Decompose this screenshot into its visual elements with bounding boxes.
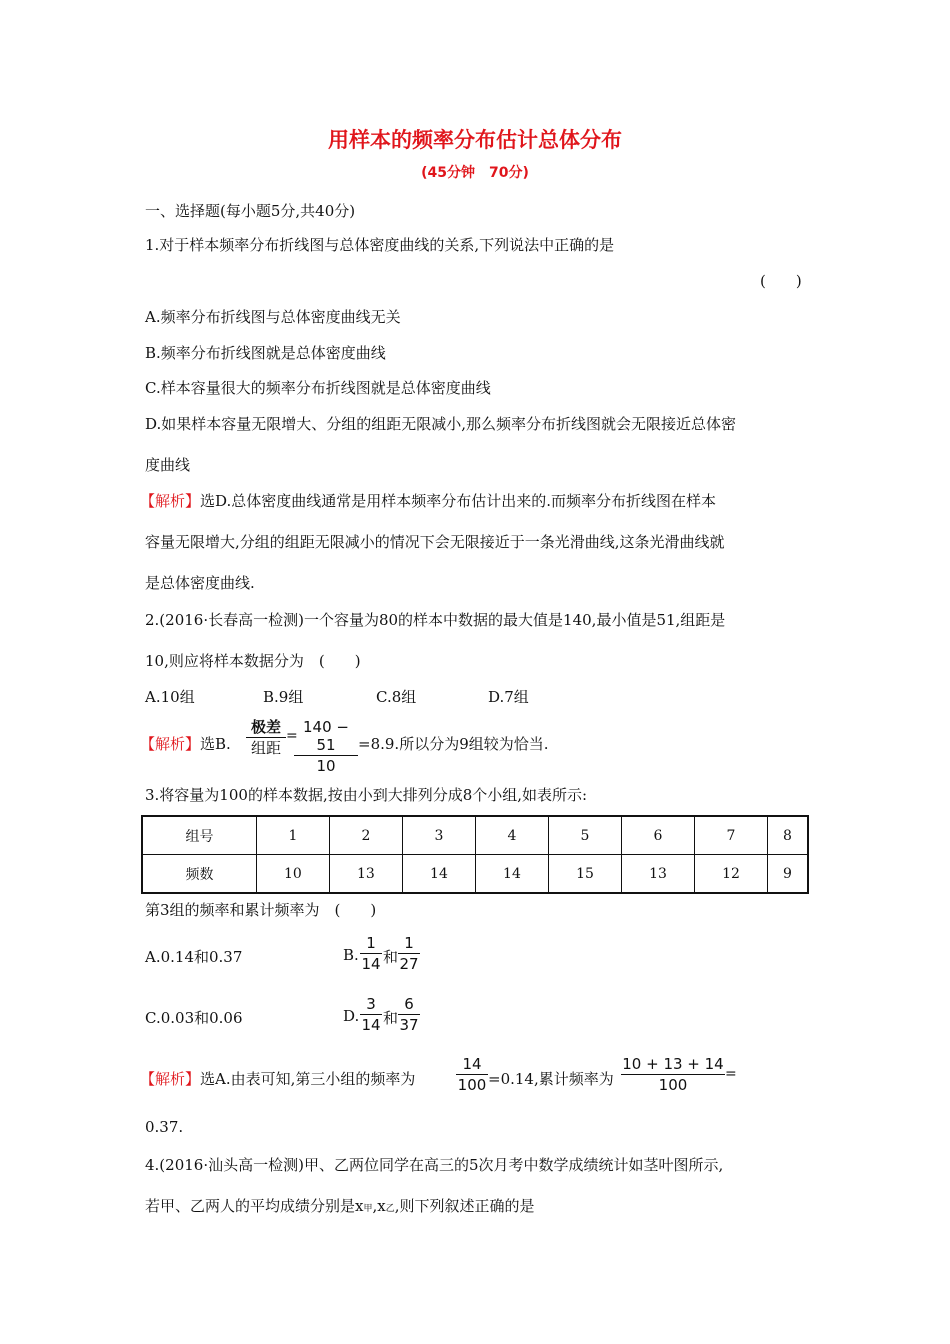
q3-option-c: C.0.03和0.06 — [145, 1009, 243, 1027]
page-title: 用样本的频率分布估计总体分布 — [328, 128, 622, 152]
fraction-denominator: 14 — [361, 955, 381, 973]
fraction-denominator: 14 — [361, 1016, 381, 1034]
page-subtitle: (45分钟 70分) — [421, 165, 529, 181]
table-cell: 9 — [768, 855, 808, 894]
q1-solution-line1 — [140, 490, 716, 511]
fraction-range-over-width — [246, 718, 286, 757]
q4-text-end: ,则下列叙述正确的是 — [394, 1197, 535, 1215]
subscript-jia: 甲 — [363, 1204, 373, 1214]
fraction-numerator: 极差 — [250, 718, 281, 736]
q3-stem: 3.将容量为100的样本数据,按由小到大排列分成8个小组,如表所示: — [145, 786, 588, 804]
q4-stem-line1: 4.(2016·汕头高一检测)甲、乙两位同学在高三的5次月考中数学成绩统计如茎叶图所示, — [145, 1156, 724, 1174]
q4-text: 若甲、乙两人的平均成绩分别是 — [145, 1197, 356, 1215]
table-cell: 13 — [329, 855, 402, 894]
q3-d-fraction-2 — [398, 995, 420, 1034]
var-x: x — [355, 1197, 364, 1215]
equals-sign: = — [725, 1066, 737, 1082]
table-row — [142, 816, 808, 855]
q1-option-b: B.频率分布折线图就是总体密度曲线 — [145, 344, 386, 362]
q2-solution-rest: =8.9.所以分为9组较为恰当. — [358, 735, 549, 753]
fraction-numerator: 140 − 51 — [303, 718, 349, 754]
equals-sign: = — [286, 728, 298, 744]
q3-option-d-prefix: D. — [343, 1007, 360, 1025]
solution-tag: 【解析】 — [140, 735, 201, 753]
q3-solution-prefix — [140, 1068, 415, 1089]
q2-solution-prefix — [140, 733, 231, 754]
q3-d-and: 和 — [383, 1009, 399, 1027]
fraction-numerator: 14 — [462, 1055, 482, 1073]
table-row — [142, 855, 808, 894]
fraction-bar — [398, 1014, 420, 1015]
fraction-numerator: 1 — [366, 934, 376, 952]
fraction-bar — [360, 953, 382, 954]
table-cell: 8 — [768, 816, 808, 855]
q3-solution-line2: 0.37. — [145, 1118, 184, 1136]
table-cell: 2 — [329, 816, 402, 855]
table-cell: 15 — [548, 855, 621, 894]
q1-solution-line3: 是总体密度曲线. — [145, 574, 255, 592]
fraction-calc — [294, 718, 358, 775]
table-cell: 3 — [402, 816, 475, 855]
comma: , — [372, 1197, 378, 1215]
table-cell: 14 — [475, 855, 548, 894]
solution-tag: 【解析】 — [140, 1070, 201, 1088]
fraction-denominator: 10 — [316, 757, 336, 775]
q3-ans-fraction-1 — [456, 1055, 488, 1094]
q3-b-fraction-2 — [398, 934, 420, 973]
fraction-numerator: 3 — [366, 995, 376, 1013]
fraction-bar — [456, 1074, 488, 1075]
q1-answer-blank: ( ) — [760, 272, 802, 290]
fraction-bar — [246, 737, 286, 738]
q3-option-a: A.0.14和0.37 — [145, 948, 243, 966]
q2-stem-line1: 2.(2016·长春高一检测)一个容量为80的样本中数据的最大值是140,最小值是51,组距是 — [145, 611, 726, 629]
fraction-denominator: 100 — [658, 1076, 688, 1094]
table-cell: 6 — [621, 816, 694, 855]
fraction-numerator: 1 — [404, 934, 414, 952]
table-cell: 13 — [621, 855, 694, 894]
q3-question: 第3组的频率和累计频率为 ( ) — [145, 901, 377, 919]
fraction-denominator: 37 — [399, 1016, 419, 1034]
table-cell: 频数 — [142, 855, 256, 894]
q3-option-b-prefix: B. — [343, 946, 359, 964]
solution-text: 选B. — [200, 735, 231, 753]
table-cell: 组号 — [142, 816, 256, 855]
table-cell: 1 — [256, 816, 329, 855]
var-x: x — [377, 1197, 386, 1215]
fraction-bar — [621, 1074, 725, 1075]
table-cell: 5 — [548, 816, 621, 855]
fraction-numerator: 10 + 13 + 14 — [622, 1055, 724, 1073]
q2-option-b: B.9组 — [263, 688, 304, 706]
q4-stem-line2 — [145, 1195, 535, 1216]
fraction-denominator: 100 — [457, 1076, 487, 1094]
q3-d-fraction-1 — [360, 995, 382, 1034]
solution-tag: 【解析】 — [140, 492, 201, 510]
table-cell: 7 — [695, 816, 768, 855]
table-cell: 14 — [402, 855, 475, 894]
fraction-bar — [398, 953, 420, 954]
q1-option-a: A.频率分布折线图与总体密度曲线无关 — [145, 308, 401, 326]
frequency-table — [141, 815, 809, 894]
q2-stem-line2: 10,则应将样本数据分为 ( ) — [145, 652, 361, 670]
q1-option-d-line2: 度曲线 — [145, 456, 191, 474]
q1-option-d-line1: D.如果样本容量无限增大、分组的组距无限减小,那么频率分布折线图就会无限接近总体密 — [145, 415, 737, 433]
q2-option-d: D.7组 — [488, 688, 529, 706]
fraction-bar — [360, 1014, 382, 1015]
fraction-denominator: 27 — [399, 955, 419, 973]
table-cell: 4 — [475, 816, 548, 855]
solution-text: 选D.总体密度曲线通常是用样本频率分布估计出来的.而频率分布折线图在样本 — [200, 492, 717, 510]
fraction-bar — [294, 755, 358, 756]
q3-ans-fraction-2 — [621, 1055, 725, 1094]
q3-solution-mid: =0.14,累计频率为 — [488, 1070, 614, 1088]
table-cell: 12 — [695, 855, 768, 894]
q1-option-c: C.样本容量很大的频率分布折线图就是总体密度曲线 — [145, 379, 491, 397]
q1-solution-line2: 容量无限增大,分组的组距无限减小的情况下会无限接近于一条光滑曲线,这条光滑曲线就 — [145, 533, 725, 551]
q1-stem: 1.对于样本频率分布折线图与总体密度曲线的关系,下列说法中正确的是 — [145, 236, 615, 254]
table-cell: 10 — [256, 855, 329, 894]
q2-option-c: C.8组 — [376, 688, 417, 706]
q3-b-fraction-1 — [360, 934, 382, 973]
subscript-yi: 乙 — [385, 1204, 395, 1214]
fraction-numerator: 6 — [404, 995, 414, 1013]
solution-text: 选A.由表可知,第三小组的频率为 — [200, 1070, 416, 1088]
q3-b-and: 和 — [383, 948, 399, 966]
section-heading: 一、选择题(每小题5分,共40分) — [145, 202, 356, 220]
q2-option-a: A.10组 — [145, 688, 195, 706]
fraction-denominator: 组距 — [250, 739, 281, 757]
